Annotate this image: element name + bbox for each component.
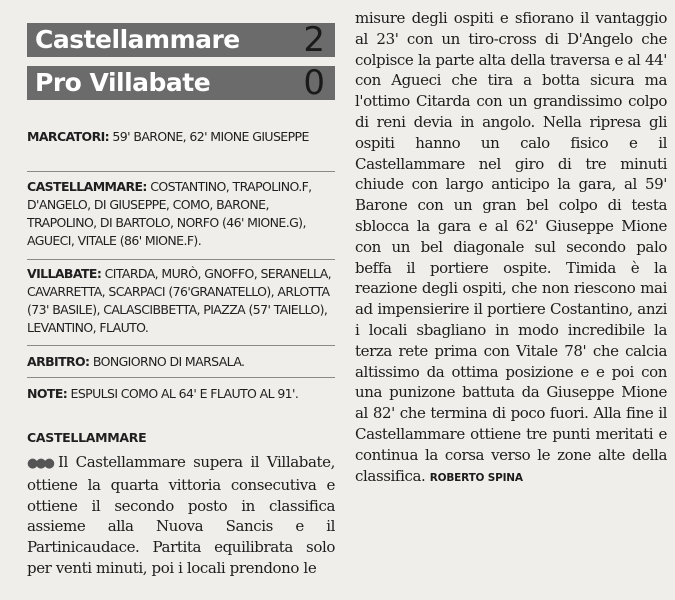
marcatori-block [27,128,335,146]
divider [27,345,335,346]
villabate-lineup [27,265,335,337]
article-body-right [355,8,667,488]
villabate-text: CITARDA, MURÒ, GNOFFO, SERANELLA, CAVARRETTA, SCARPACI (76'GRANATELLO), ARLOTTA (73' BASILE), CALASCIBBETTA, PIAZZA (57' TAIELLO), LEVANTINO, FLAUTO. [27,266,332,335]
note-text: ESPULSI COMO AL 64' E FLAUTO AL 91'. [70,386,299,401]
castellammare-label: CASTELLAMMARE: [27,179,147,194]
divider [27,259,335,260]
article-text-right: misure degli ospiti e sfiorano il vantaggio al 23' con un tiro-cross di D'Angelo che colpisce la parte alta della traversa e al 44' con Agueci che tira a botta sicura ma l'ottimo Citarda con un grandissimo colpo di reni devia in angolo. Nella ripresa gli ospiti hanno un calo fisico e il Castellammare nel giro di tre minuti chiude con largo anticipo la gara, al 59' Barone con un gran bel colpo di testa sblocca la gara e al 62' Giuseppe Mione con un bel diagonale sul secondo palo beffa il portiere ospite. Timida è la reazione degli ospiti, che non riescono mai ad impensierire il portiere Costantino, anzi i locali sbagliano in modo incredibile la terza rete prima con Vitale 78' che calcia altissimo da ottima posizione e e poi con una punizone battuta da Giuseppe Mione al 82' che termina di poco fuori. Alla fine il Castellammare ottiene tre punti meritati e continua la corsa verso le zone alte della classifica. [355,9,667,485]
article-body-left [27,452,335,579]
article-kicker: CASTELLAMMARE [27,430,147,445]
lead-marker: ●●● [27,456,53,471]
arbitro-label: ARBITRO: [27,354,90,369]
away-team-name: Pro Villabate [35,68,211,97]
villabate-label: VILLABATE: [27,266,102,281]
note-block [27,385,335,403]
home-team-name: Castellammare [35,25,240,54]
article-text-left: Il Castellammare supera il Villabate, ottiene la quarta vittoria consecutiva e ottiene il secondo posto in classifica assieme alla Nuova Sancis e il Partinicaudace. Partita equilibrata solo per venti minuti, poi i locali prendono le [27,453,335,577]
scoreboard-home [27,20,335,60]
right-column [347,0,675,600]
divider [27,377,335,378]
arbitro-text: BONGIORNO DI MARSALA. [92,354,245,369]
home-team-score: 2 [303,20,325,60]
divider [27,171,335,172]
scoreboard-away [27,63,335,103]
note-label: NOTE: [27,386,68,401]
castellammare-text: COSTANTINO, TRAPOLINO.F, D'ANGELO, DI GIUSEPPE, COMO, BARONE, TRAPOLINO, DI BARTOLO, NORFO (46' MIONE.G), AGUECI, VITALE (86' MIONE.F). [27,179,312,248]
castellammare-lineup [27,178,335,250]
marcatori-text: 59' BARONE, 62' MIONE GIUSEPPE [112,129,309,144]
arbitro-block [27,353,335,371]
away-team-score: 0 [303,63,325,103]
article-byline: ROBERTO SPINA [429,471,523,484]
marcatori-label: MARCATORI: [27,129,110,144]
